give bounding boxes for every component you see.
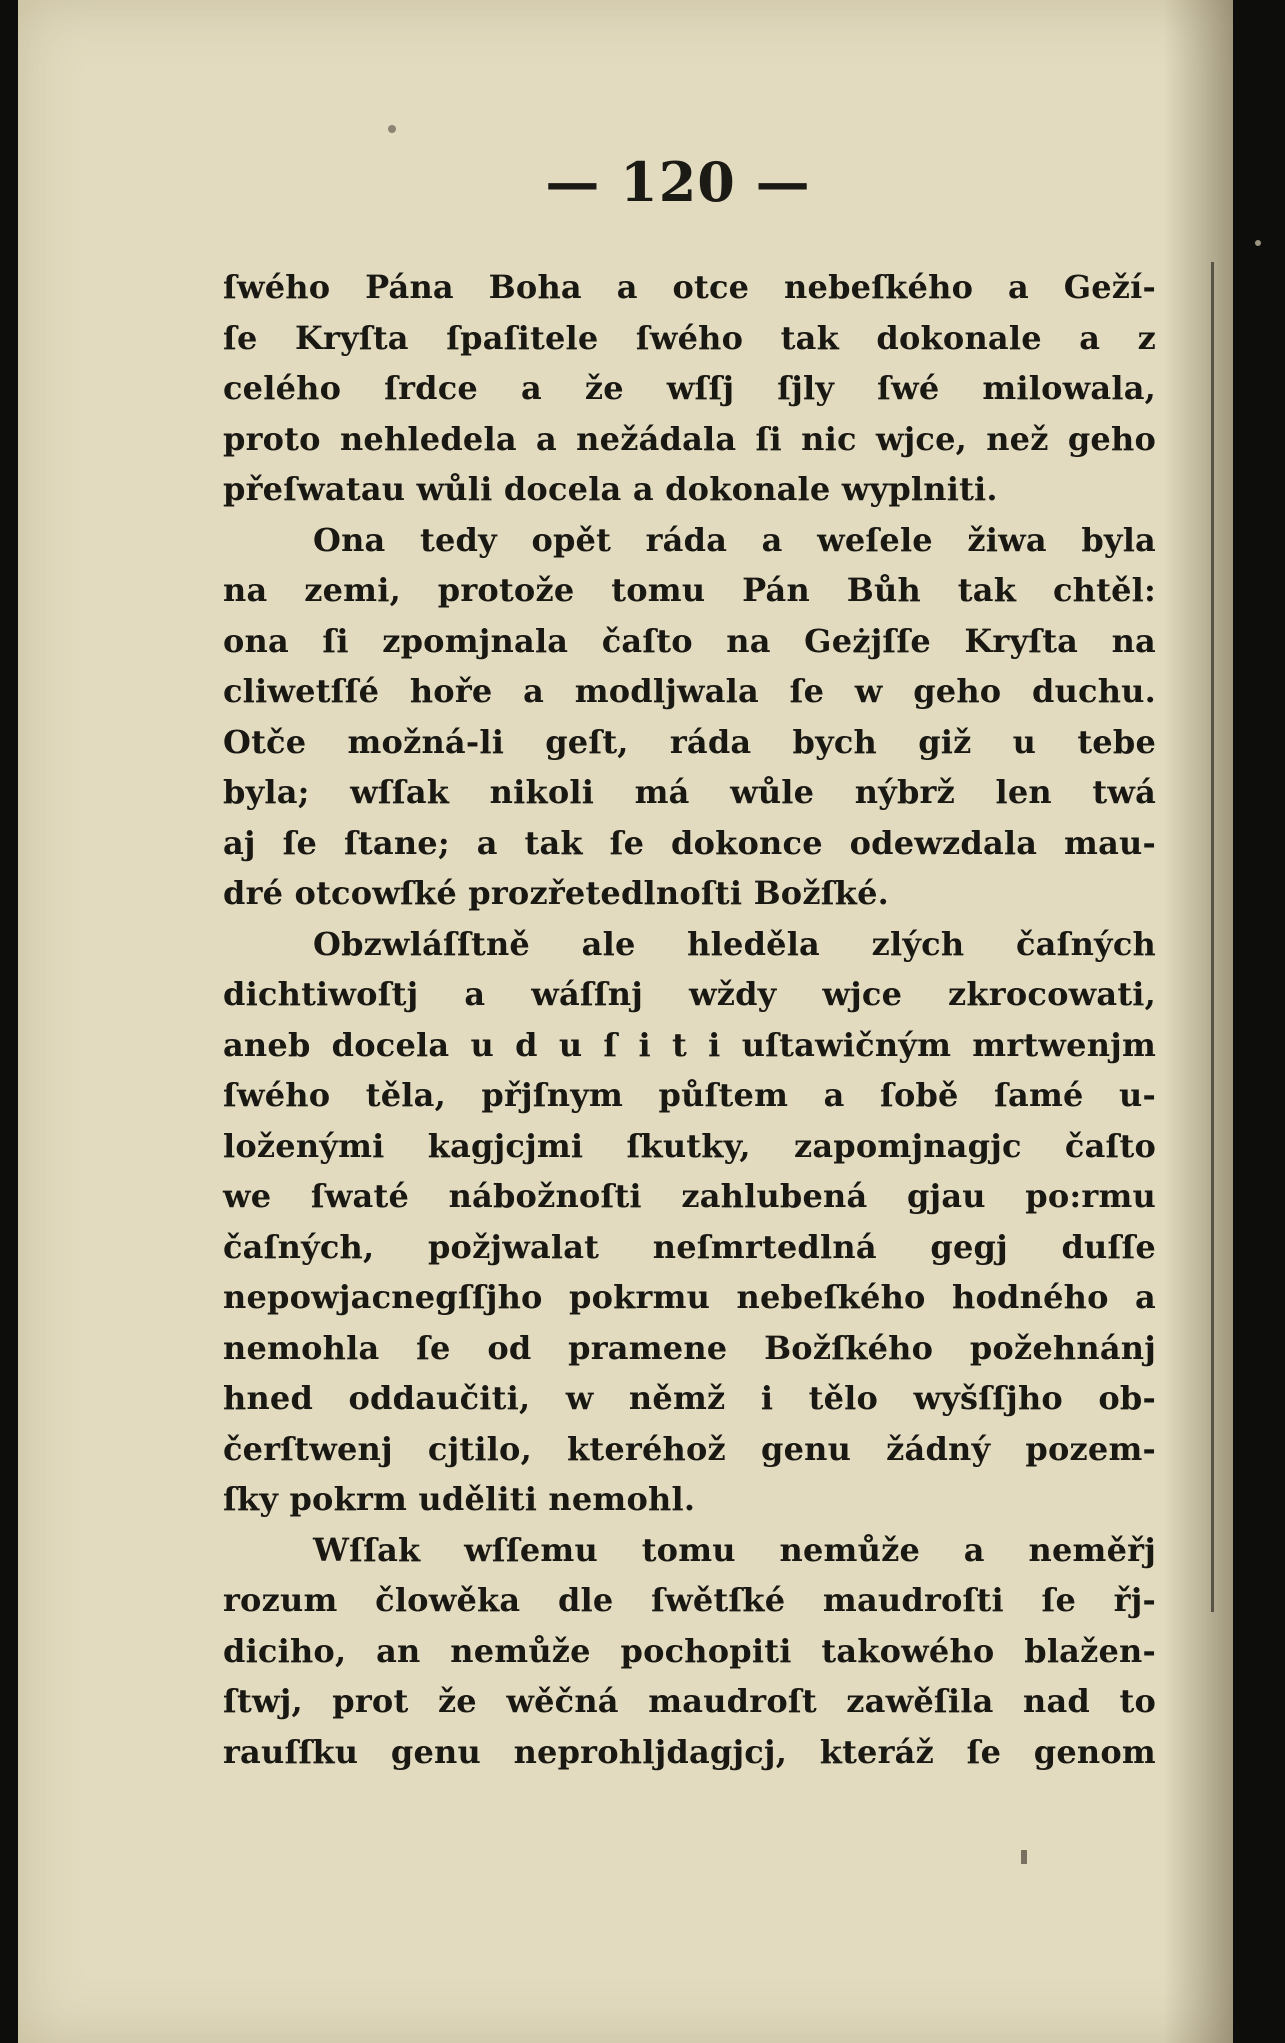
text-line: Otče možná-li geſt, ráda bych giž u tebe (223, 722, 1156, 761)
text-line: byla; wſſak nikoli má wůle nýbrž len twá (223, 773, 1156, 811)
text-line: ſe Kryſta ſpaſitele ſwého tak dokonale a z (223, 318, 1156, 357)
margin-rule (1211, 262, 1214, 1612)
text-line: we ſwaté nábožnoſti zahlubená gjau po:rmu (223, 1177, 1156, 1215)
text-line: loženými kagjcjmi ſkutky, zapomjnagjc čaſto (223, 1126, 1156, 1165)
text-line: Obzwláſſtně ale hleděla zlých čaſných (313, 924, 1156, 963)
text-line: rauſſku genu neprohljdagjcj, kteráž ſe genom (223, 1732, 1156, 1771)
text-line: dré otcowſké prozřetedlnoſti Božſké. (223, 874, 889, 912)
text-line: hned oddaučiti, w němž i tělo wyšſſjho ob- (223, 1379, 1156, 1417)
text-line: čaſných, požjwalat neſmrtedlná gegj duſſe (223, 1227, 1156, 1266)
text-line: nemohla ſe od pramene Božſkého požehnánj (223, 1328, 1156, 1367)
text-line: na zemi, protože tomu Pán Bůh tak chtěl: (223, 571, 1156, 609)
ink-spot (1255, 240, 1261, 246)
text-line: diciho, an nemůže pochopiti takowého blažen- (223, 1631, 1156, 1670)
text-line: aneb docela u d u ſ i t i uſtawičným mrtwenjm (223, 1025, 1156, 1064)
text-line: nepowjacnegſſjho pokrmu nebeſkého hodného a (223, 1278, 1156, 1316)
text-line: aj ſe ſtane; a tak ſe dokonce odewzdala mau- (223, 823, 1156, 862)
text-line: ſtwj, prot že wěčná maudroſt zawěſila nad to (223, 1682, 1156, 1720)
ink-mark (1021, 1850, 1027, 1864)
text-line: dichtiwoſtj a wáſſnj wždy wjce zkrocowati, (223, 975, 1156, 1013)
page-number-header: — 120 — (545, 150, 811, 214)
ink-spot (388, 125, 396, 133)
text-line: rozum člowěka dle ſwětſké maudroſti ſe řj- (223, 1581, 1156, 1619)
text-line: přeſwatau wůli docela a dokonale wyplniti. (223, 470, 998, 508)
page-text (223, 262, 1156, 1777)
text-line: Ona tedy opět ráda a weſele žiwa byla (313, 520, 1156, 559)
book-page (18, 0, 1233, 2043)
text-line: Wſſak wſſemu tomu nemůže a neměřj (313, 1530, 1156, 1569)
page-shadow (1163, 0, 1233, 2043)
text-line: čerſtwenj cjtilo, kteréhož genu žádný pozem- (223, 1429, 1156, 1468)
text-line: ſwého Pána Boha a otce nebeſkého a Geží- (223, 268, 1156, 306)
text-line: celého ſrdce a že wſſj ſjly ſwé milowala, (223, 369, 1156, 407)
text-line: ſky pokrm uděliti nemohl. (223, 1480, 696, 1518)
text-line: proto nehledela a nežádala ſi nic wjce, než geho (223, 419, 1156, 458)
text-line: cliwetſſé hoře a modljwala ſe w geho duchu. (223, 672, 1156, 710)
text-line: ona ſi zpomjnala čaſto na Geżjſſe Kryſta na (223, 621, 1156, 660)
text-line: ſwého těla, přjſnym půſtem a ſobě ſamé u- (223, 1076, 1156, 1114)
